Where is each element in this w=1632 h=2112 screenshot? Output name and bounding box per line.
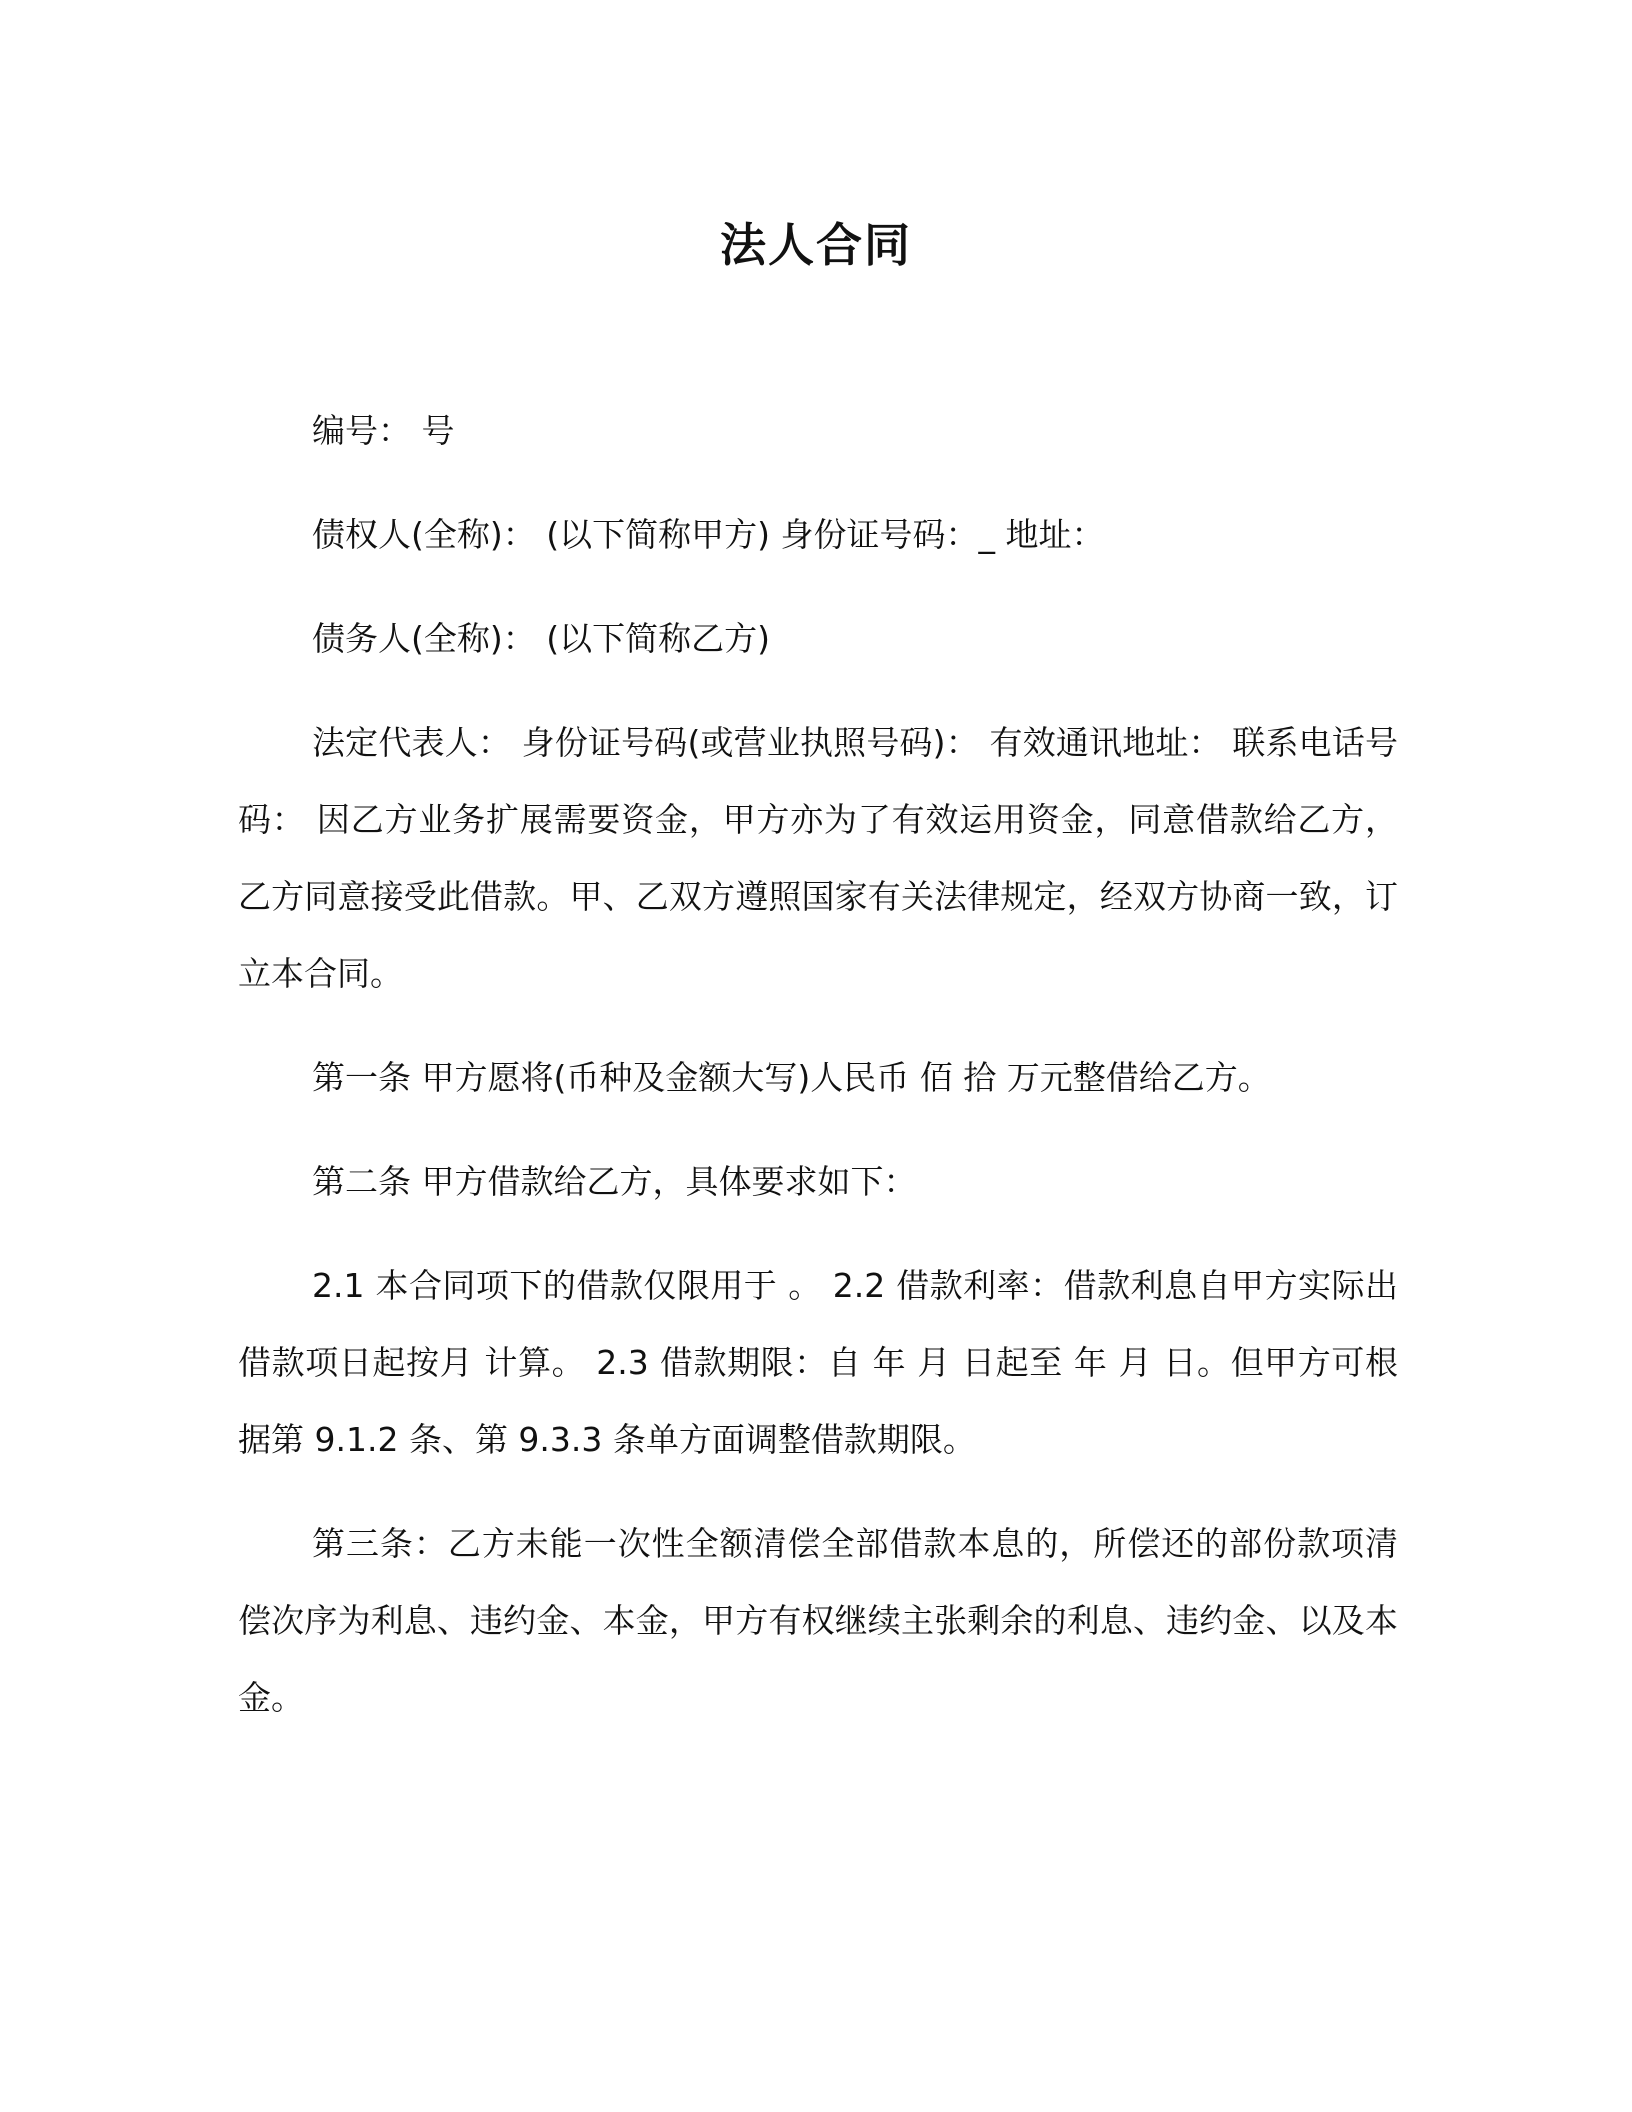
paragraph-article-2-details: 2.1 本合同项下的借款仅限用于 。 2.2 借款利率：借款利息自甲方实际出借款项日起按月 计算。 2.3 借款期限：自 年 月 日起至 年 月 日。但甲方可根据第 9.1.2 条、第 9.3.3 条单方面调整借款期限。 <box>238 1266 1398 1459</box>
paragraph-legal-representative: 法定代表人： 身份证号码(或营业执照号码)： 有效通讯地址： 联系电话号码： 因乙方业务扩展需要资金，甲方亦为了有效运用资金，同意借款给乙方，乙方同意接受此借款。甲、乙双方遵照国家有关法律规定，经双方协商一致，订立本合同。 <box>238 723 1398 993</box>
paragraph-number: 编号： 号 <box>312 411 455 450</box>
paragraph-article-2: 第二条 甲方借款给乙方，具体要求如下： <box>312 1162 917 1201</box>
document-title: 法人合同 <box>720 218 912 272</box>
paragraph-article-1: 第一条 甲方愿将(币种及金额大写)人民币 佰 拾 万元整借给乙方。 <box>312 1058 1271 1097</box>
document-body <box>238 392 1398 1736</box>
paragraph-creditor: 债权人(全称)： (以下简称甲方) 身份证号码：_ 地址： <box>312 515 1105 554</box>
paragraph-article-3: 第三条：乙方未能一次性全额清偿全部借款本息的，所偿还的部份款项清偿次序为利息、违约金、本金，甲方有权继续主张剩余的利息、违约金、以及本金。 <box>238 1524 1398 1717</box>
paragraph-debtor: 债务人(全称)： (以下简称乙方) <box>312 619 770 658</box>
